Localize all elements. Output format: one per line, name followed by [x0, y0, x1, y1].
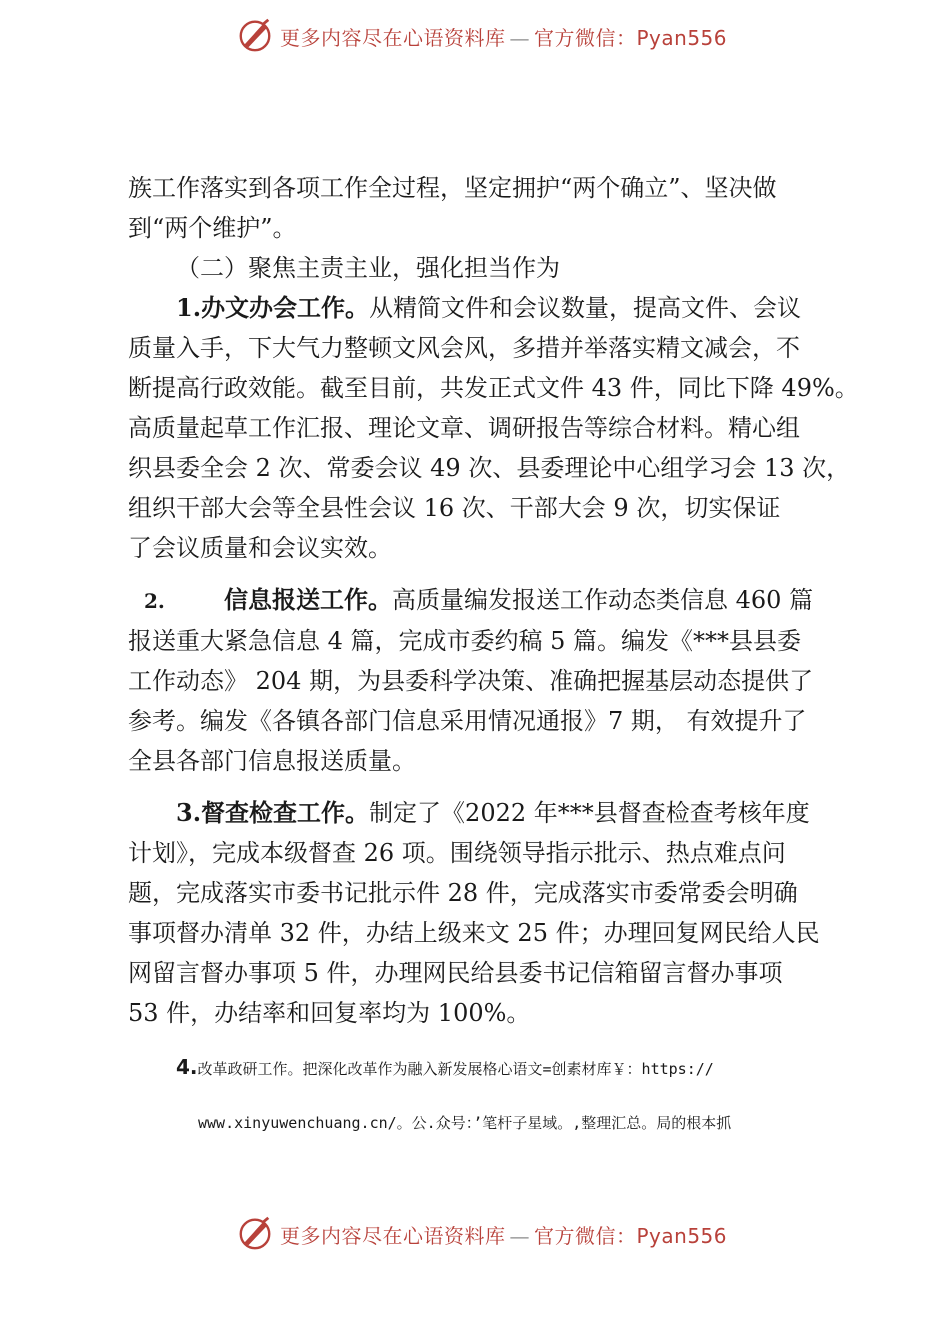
- item3-number: 3.: [176, 798, 202, 827]
- item2-text: 高质量编发报送工作动态类信息 460 篇: [392, 586, 814, 614]
- document-body: [128, 168, 859, 1135]
- section-title: （二）聚焦主责主业，强化担当作为: [176, 254, 560, 282]
- banner-text: [280, 1220, 727, 1249]
- body-line: 质量入手，下大气力整顿文风会风，多措并举落实精文减会，不: [128, 334, 800, 362]
- body-line: 全县各部门信息报送质量。: [128, 747, 416, 775]
- body-line: 网留言督办事项 5 件，办理网民给县委书记信箱留言督办事项: [128, 959, 783, 987]
- item1-number: 1.: [176, 293, 202, 322]
- body-line: 到“两个维护”。: [128, 214, 297, 242]
- banner-prefix: 更多内容尽在心语资料库: [280, 26, 506, 50]
- banner-wechat-id: Pyan556: [636, 26, 728, 50]
- banner-text: [280, 22, 727, 51]
- body-line: 了会议质量和会议实效。: [128, 534, 392, 562]
- item4-number: 4.: [176, 1055, 198, 1079]
- body-line: 高质量起草工作汇报、理论文章、调研报告等综合材料。精心组: [128, 414, 800, 442]
- item4-second-line: www.xinyuwenchuang.cn/。公.众号：’笔杆子星域。,整理汇总。局的根本抓: [198, 1114, 732, 1132]
- banner-separator: —: [509, 26, 530, 50]
- item2-heading: 信息报送工作。: [224, 586, 392, 614]
- item1-first-line: [128, 288, 836, 328]
- banner-wechat-id: Pyan556: [636, 1224, 728, 1248]
- item3-first-line: [128, 793, 836, 833]
- body-line: 题，完成落实市委书记批示件 28 件，完成落实市委常委会明确: [128, 879, 798, 907]
- item2-first-line: [128, 580, 836, 621]
- item2-number: 2.: [144, 589, 165, 613]
- item3-heading: 督查检查工作。: [201, 799, 370, 827]
- body-line: 计划》，完成本级督查 26 项。围绕领导指示批示、热点难点问: [128, 839, 786, 867]
- body-line: 事项督办清单 32 件，办结上级来文 25 件；办理回复网民给人民: [128, 919, 820, 947]
- banner-separator: —: [509, 1224, 530, 1248]
- header-banner: [0, 14, 950, 58]
- body-line: 53 件，办结率和回复率均为 100%。: [128, 999, 531, 1027]
- body-line: 织县委全会 2 次、常委会议 49 次、县委理论中心组学习会 13 次，: [128, 454, 851, 482]
- banner-suffix: 官方微信：: [534, 1224, 637, 1248]
- body-line: 族工作落实到各项工作全过程，坚定拥护“两个确立”、坚决做: [128, 174, 777, 202]
- body-line: 断提高行政效能。截至目前，共发正式文件 43 件，同比下降 49%。: [128, 374, 859, 402]
- item4-text: 改革政研工作。把深化改革作为融入新发展格心语文=创素材库￥：https://: [197, 1060, 714, 1078]
- body-line: 工作动态》 204 期，为县委科学决策、准确把握基层动态提供了: [128, 667, 814, 695]
- item1-text: 从精简文件和会议数量，提高文件、会议: [369, 294, 802, 322]
- pen-logo-icon: [236, 16, 274, 54]
- body-line: 报送重大紧急信息 4 篇，完成市委约稿 5 篇。编发《***县县委: [128, 627, 802, 655]
- item4-first-line: [128, 1055, 836, 1081]
- item1-heading: 办文办会工作。: [201, 294, 370, 322]
- body-line: 参考。编发《各镇各部门信息采用情况通报》7 期， 有效提升了: [128, 707, 807, 735]
- footer-banner: [0, 1212, 950, 1256]
- banner-prefix: 更多内容尽在心语资料库: [280, 1224, 506, 1248]
- banner-suffix: 官方微信：: [534, 26, 637, 50]
- body-line: 组织干部大会等全县性会议 16 次、干部大会 9 次，切实保证: [128, 494, 781, 522]
- item3-text: 制定了《2022 年***县督查检查考核年度: [369, 799, 810, 827]
- pen-logo-icon: [236, 1214, 274, 1252]
